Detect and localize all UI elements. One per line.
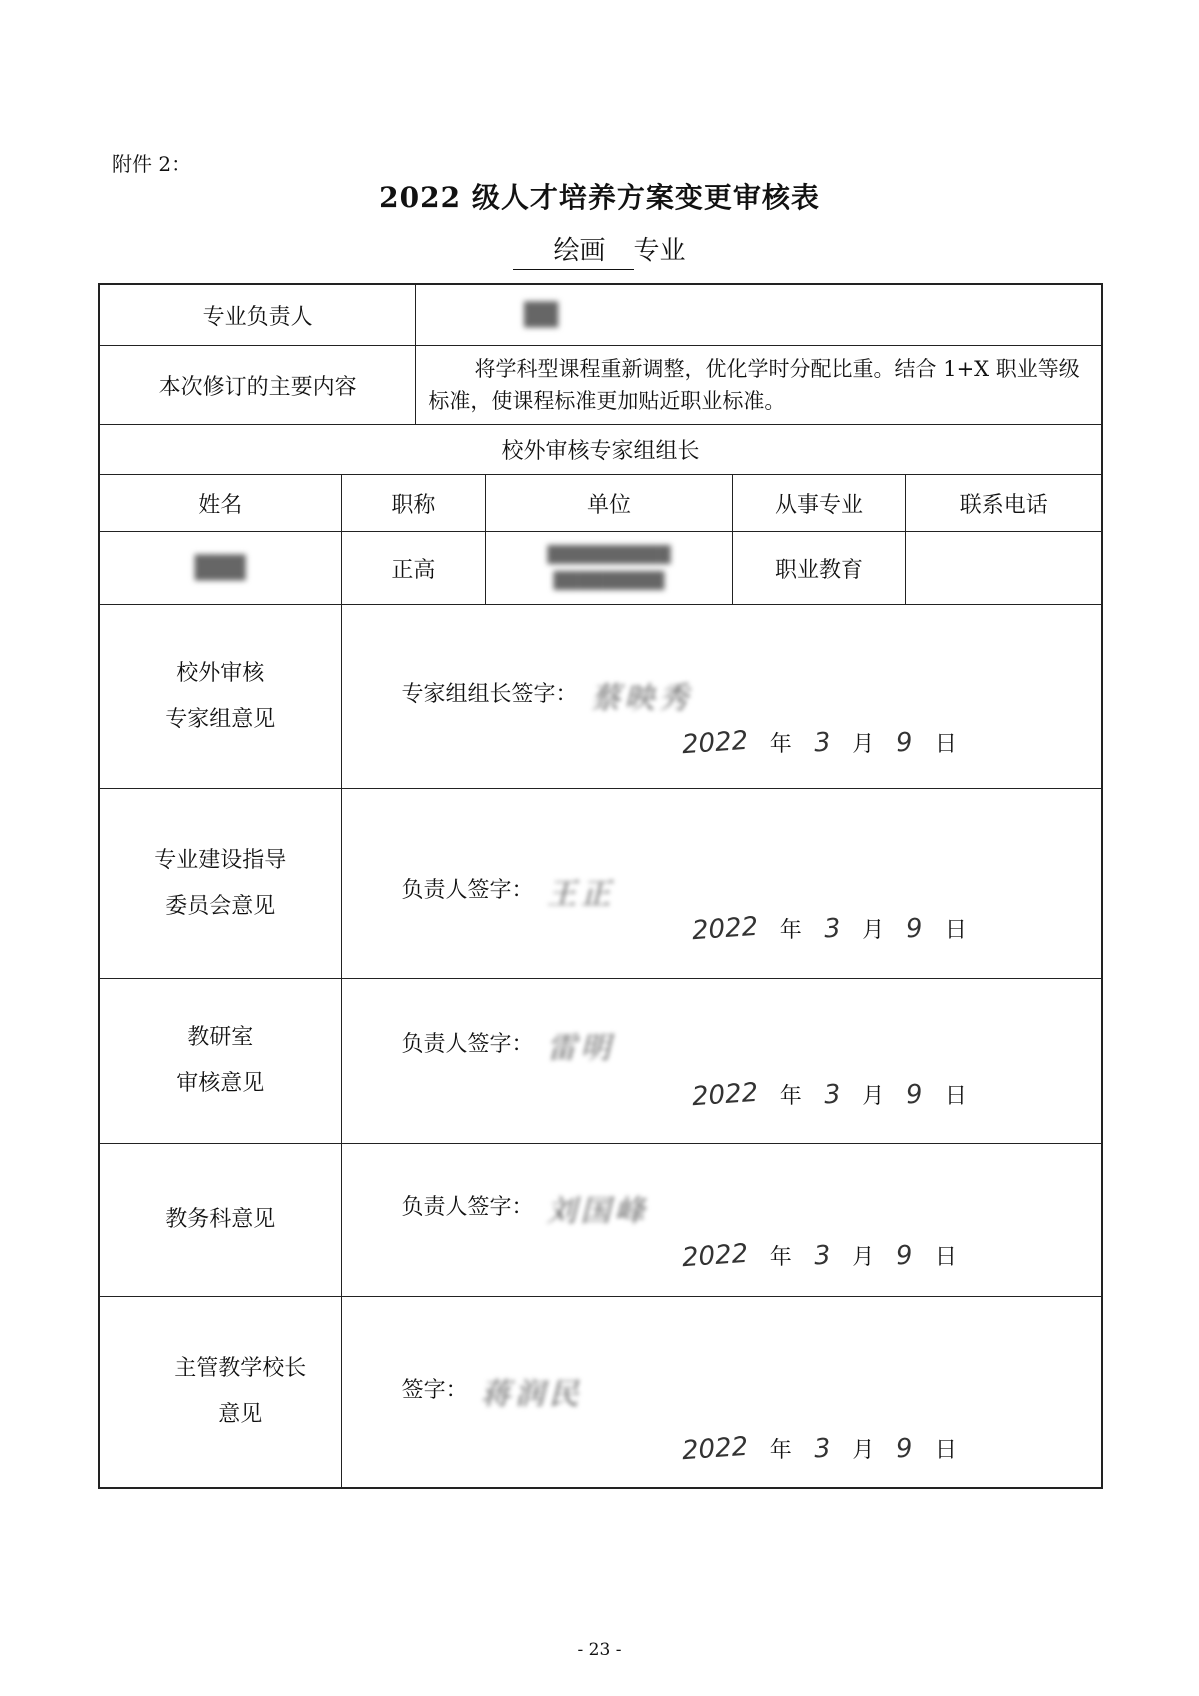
date-year-unit: 年 [769, 1438, 792, 1463]
column-field: 从事专业 [733, 475, 907, 531]
signature-date [680, 725, 957, 761]
opinion-label-cell [100, 1297, 342, 1487]
date-month-unit: 月 [852, 1245, 875, 1270]
date-day-unit: 日 [934, 1438, 957, 1463]
date-month: 3 [812, 1240, 832, 1272]
signature-date [690, 1077, 967, 1113]
date-month-unit: 月 [862, 918, 885, 943]
signature-line [402, 1186, 649, 1230]
expert-name-cell [100, 532, 342, 604]
signature-date [680, 1238, 957, 1274]
revision-content-cell [416, 346, 1101, 424]
date-month: 3 [812, 727, 832, 759]
date-year-unit: 年 [779, 918, 802, 943]
signature-label: 签字： [401, 1378, 468, 1403]
expert-phone [906, 532, 1101, 604]
form-title: 2022 级人才培养方案变更审核表 [379, 181, 820, 214]
opinion-label-line1: 教研室 [187, 1025, 254, 1050]
signature-label: 负责人签字： [401, 878, 534, 903]
opinion-label-line1: 校外审核 [176, 660, 265, 686]
opinion-label-line1: 主管教学校长 [174, 1356, 307, 1381]
date-month-unit: 月 [862, 1084, 885, 1109]
opinion-content-cell [342, 1297, 1101, 1487]
date-year-unit: 年 [769, 732, 792, 757]
lead-label: 专业负责人 [100, 285, 416, 345]
signature-line [402, 1023, 615, 1067]
date-month: 3 [822, 1079, 842, 1111]
opinion-row-principal [100, 1297, 1101, 1487]
handwritten-signature: 雷明 [546, 1031, 615, 1066]
opinion-row-academic-affairs [100, 1144, 1101, 1297]
opinion-label-cell [100, 605, 342, 788]
attachment-label: 附件 2： [112, 152, 192, 176]
opinion-label-line2: 专家组意见 [165, 706, 276, 732]
expert-unit-cell [486, 532, 733, 604]
column-title: 职称 [342, 475, 487, 531]
opinion-content-cell [342, 1144, 1101, 1296]
opinion-label-cell [100, 1144, 342, 1296]
date-month: 3 [812, 1433, 832, 1465]
date-month-unit: 月 [852, 1438, 875, 1463]
opinion-label-line1: 专业建设指导 [154, 847, 287, 873]
column-phone: 联系电话 [959, 492, 1048, 518]
signature-label: 负责人签字： [401, 1032, 534, 1057]
opinion-label-line2: 委员会意见 [165, 893, 276, 919]
expert-unit-line2: █████████ [553, 571, 665, 590]
revision-row [100, 346, 1101, 425]
handwritten-signature: 蔡映秀 [590, 681, 693, 716]
expert-name-redacted: ███ [194, 555, 246, 581]
date-day-unit: 日 [944, 1084, 967, 1109]
date-day-unit: 日 [944, 918, 967, 943]
date-day: 9 [905, 1079, 924, 1111]
opinion-label-cell [100, 789, 342, 978]
page-number: - 23 - [577, 1640, 622, 1660]
major-line [0, 230, 1199, 270]
expert-unit-line1: ██████████ [547, 545, 671, 564]
opinion-row-teaching-office [100, 979, 1101, 1144]
date-month: 3 [822, 913, 842, 945]
date-day-unit: 日 [934, 1245, 957, 1270]
opinion-label-line1: 教务科意见 [165, 1207, 276, 1232]
expert-header: 校外审核专家组组长 [501, 439, 700, 464]
date-year-unit: 年 [769, 1245, 792, 1270]
signature-date [680, 1431, 957, 1467]
opinion-row-external-experts [100, 605, 1101, 789]
opinion-content-cell [342, 979, 1101, 1143]
handwritten-signature: 王正 [546, 877, 615, 912]
opinion-label-cell [100, 979, 342, 1143]
signature-label: 负责人签字： [401, 1195, 534, 1220]
major-suffix: 专业 [633, 236, 686, 266]
signature-line [402, 869, 615, 913]
expert-values-row [100, 532, 1101, 605]
signature-line [402, 1369, 583, 1413]
date-year: 2022 [690, 911, 759, 947]
expert-field: 职业教育 [733, 532, 907, 604]
opinion-content-cell [342, 789, 1101, 978]
opinion-label-line2: 审核意见 [176, 1071, 265, 1096]
opinion-label-line2: 意见 [218, 1402, 263, 1427]
column-unit: 单位 [486, 475, 733, 531]
revision-label: 本次修订的主要内容 [100, 346, 416, 424]
expert-title: 正高 [342, 532, 487, 604]
revision-text: 将学科型课程重新调整，优化学时分配比重。结合 1+X 职业等级标准，使课程标准更加贴近职业标准。 [428, 357, 1080, 413]
expert-columns-row [100, 475, 1101, 532]
date-year-unit: 年 [779, 1084, 802, 1109]
lead-value-cell [416, 285, 1101, 345]
opinion-content-cell [342, 605, 1101, 788]
date-year: 2022 [680, 725, 749, 761]
opinion-row-steering-committee [100, 789, 1101, 979]
date-day: 9 [895, 727, 914, 759]
signature-date [690, 911, 967, 947]
date-day: 9 [895, 1433, 914, 1465]
review-form-table [98, 283, 1103, 1489]
date-day: 9 [905, 913, 924, 945]
lead-name-redacted: ██ [524, 302, 559, 328]
date-year: 2022 [690, 1077, 759, 1113]
date-month-unit: 月 [852, 732, 875, 757]
handwritten-signature: 刘国峰 [546, 1194, 649, 1229]
signature-line [402, 673, 693, 717]
expert-header-row [100, 425, 1101, 475]
handwritten-signature: 蒋润民 [480, 1377, 583, 1412]
major-name: 绘画 [513, 230, 633, 270]
date-day-unit: 日 [934, 732, 957, 757]
column-name: 姓名 [100, 475, 342, 531]
date-day: 9 [895, 1240, 914, 1272]
lead-row [100, 285, 1101, 346]
date-year: 2022 [680, 1238, 749, 1274]
date-year: 2022 [680, 1431, 749, 1467]
signature-label: 专家组组长签字： [401, 682, 578, 707]
